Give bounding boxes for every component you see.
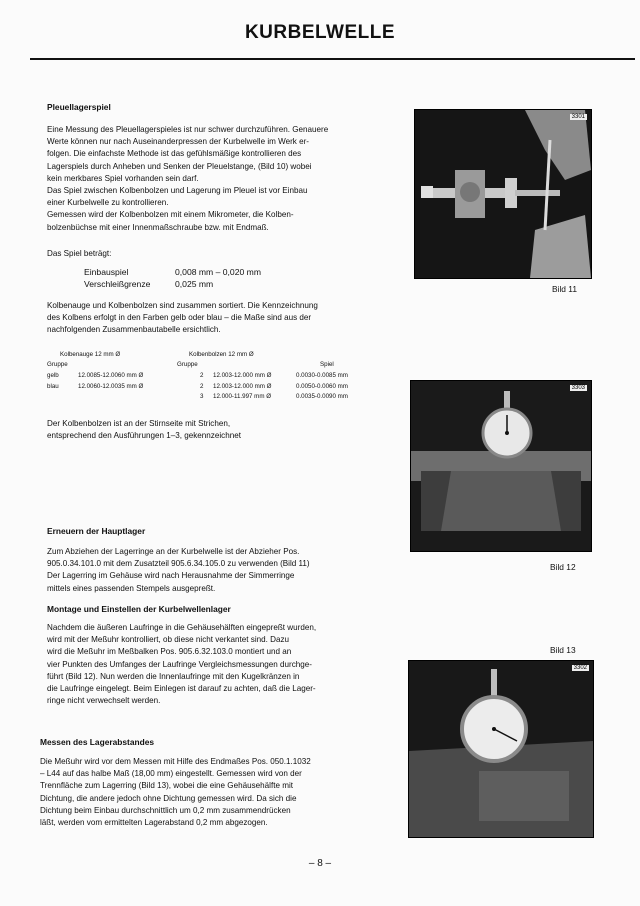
text-line: mittels eines passenden Stempels ausgepreßt. bbox=[47, 583, 216, 593]
text-line: Der Kolbenbolzen ist an der Stirnseite mit Strichen, bbox=[47, 419, 231, 428]
table-cell-bolzen: 12.003-12.000 mm Ø bbox=[213, 383, 272, 390]
table-cell-auge: 12.0085-12.0060 mm Ø bbox=[78, 372, 144, 379]
table-cell-gruppe: 2 bbox=[200, 383, 204, 390]
spec-value-verschleissgrenze: 0,025 mm bbox=[175, 279, 214, 289]
dial-gauge-illustration bbox=[411, 381, 591, 551]
text-line: einer Kurbelwelle zu kontrollieren. bbox=[47, 198, 169, 208]
paragraph-montage bbox=[47, 622, 316, 707]
section-heading-lagerabstand: Messen des Lagerabstandes bbox=[40, 737, 155, 747]
figure-tag: 3301 bbox=[571, 114, 585, 120]
table-header-spiel: Spiel bbox=[320, 361, 334, 368]
page-number: – 8 – bbox=[308, 858, 332, 869]
text-line: Dichtung beim Einbau durchschnittlich um 0,2 mm zusammendrücken bbox=[40, 805, 291, 815]
text-line: wird die Meßuhr im Meßbalken Pos. 905.6.32.103.0 montiert und an bbox=[47, 647, 292, 657]
table-cell-spiel: 0.0035-0.0090 mm bbox=[296, 393, 348, 400]
table-cell-gruppe: 2 bbox=[200, 372, 204, 379]
table-cell-auge: 12.0060-12.0035 mm Ø bbox=[78, 383, 144, 390]
text-line: Werte können nur nach Auseinanderpressen der Kurbelwelle im Werk er- bbox=[47, 137, 309, 147]
page-title: KURBELWELLE bbox=[244, 22, 396, 43]
paragraph-kennzeichnung bbox=[47, 418, 241, 442]
figure-tag: 3303 bbox=[571, 385, 585, 391]
spiel-intro: Das Spiel beträgt: bbox=[47, 249, 112, 258]
table-cell-bolzen: 12.000-11.997 mm Ø bbox=[213, 393, 272, 400]
table-header-gruppe: Gruppe bbox=[177, 361, 198, 368]
text-line: entsprechend den Ausführungen 1–3, gekennzeichnet bbox=[47, 431, 241, 441]
text-line: Zum Abziehen der Lagerringe an der Kurbelwelle ist der Abzieher Pos. bbox=[47, 547, 300, 556]
text-line: ringe nicht verwechselt werden. bbox=[47, 696, 161, 706]
figure-caption: Bild 12 bbox=[550, 562, 576, 572]
text-line: Trennfläche zum Lagerring (Bild 13), wobei die eine Gehäusehälfte mit bbox=[40, 781, 293, 791]
table-cell-gruppe: 3 bbox=[200, 393, 204, 400]
table-cell-spiel: 0.0050-0.0060 mm bbox=[296, 383, 348, 390]
text-line: Kolbenauge und Kolbenbolzen sind zusammen sortiert. Die Kennzeichnung bbox=[47, 301, 318, 310]
table-header-kolbenauge: Kolbenauge 12 mm Ø bbox=[60, 351, 121, 358]
table-header-gruppe: Gruppe bbox=[47, 361, 68, 368]
text-line: Gemessen wird der Kolbenbolzen mit einem Mikrometer, die Kolben- bbox=[47, 210, 294, 220]
table-cell-color: blau bbox=[47, 383, 59, 390]
text-line: bolzenbüchse mit einer Innenmaßschraube bzw. mit Endmaß. bbox=[47, 222, 269, 232]
text-line: Der Lagerring im Gehäuse wird nach Herausnahme der Simmerringe bbox=[47, 571, 295, 581]
paragraph-sortierung bbox=[47, 300, 318, 337]
figure-bild-12 bbox=[410, 380, 592, 552]
figure-caption: Bild 11 bbox=[552, 284, 577, 294]
text-line: wird mit der Meßuhr kontrolliert, ob diese nicht verkantet sind. Dazu bbox=[47, 635, 290, 645]
text-line: – L44 auf das halbe Maß (18,00 mm) eingestellt. Gemessen wird von der bbox=[40, 769, 302, 779]
table-cell-bolzen: 12.003-12.000 mm Ø bbox=[213, 372, 272, 379]
figure-caption: Bild 13 bbox=[550, 645, 576, 655]
section-heading-hauptlager: Erneuern der Hauptlager bbox=[47, 526, 146, 536]
text-line: kein merkbares Spiel vorhanden sein darf. bbox=[47, 173, 199, 183]
spec-value-einbauspiel: 0,008 mm – 0,020 mm bbox=[175, 267, 261, 277]
bearing-distance-illustration bbox=[409, 661, 593, 837]
text-line: Lagerspiels durch Anheben und Senken der Pleuelstange, (Bild 10) wobei bbox=[47, 161, 312, 171]
text-line: vier Punkten des Umfanges der Laufringe Vergleichsmessungen durchge- bbox=[47, 659, 312, 669]
text-line: die Laufringe eingelegt. Beim Einlegen ist darauf zu achten, daß die Lager- bbox=[47, 684, 316, 694]
text-line: führt (Bild 12). Nun werden die Innenlaufringe mit den Kugelkränzen in bbox=[47, 671, 300, 681]
text-line: Nachdem die äußeren Laufringe in die Gehäusehälften eingepreßt wurden, bbox=[47, 623, 317, 632]
paragraph-lagerabstand bbox=[40, 756, 311, 829]
text-line: läßt, werden vom ermittelten Lagerabstand 0,2 mm abgezogen. bbox=[40, 818, 268, 828]
text-line: des Kolbens erfolgt in den Farben gelb oder blau – die Maße sind aus der bbox=[47, 313, 312, 323]
paragraph-pleuellagerspiel bbox=[47, 124, 328, 234]
section-heading-montage: Montage und Einstellen der Kurbelwellenlager bbox=[47, 604, 231, 614]
paragraph-hauptlager bbox=[47, 546, 310, 595]
text-line: Eine Messung des Pleuellagerspieles ist nur schwer durchzuführen. Genauere bbox=[47, 125, 329, 134]
section-heading-pleuellagerspiel: Pleuellagerspiel bbox=[47, 102, 111, 112]
text-line: Die Meßuhr wird vor dem Messen mit Hilfe des Endmaßes Pos. 050.1.1032 bbox=[40, 757, 311, 766]
table-cell-color: gelb bbox=[47, 372, 59, 379]
text-line: Das Spiel zwischen Kolbenbolzen und Lagerung im Pleuel ist vor Einbau bbox=[47, 186, 308, 196]
table-cell-spiel: 0.0030-0.0085 mm bbox=[296, 372, 348, 379]
table-header-kolbenbolzen: Kolbenbolzen 12 mm Ø bbox=[189, 351, 254, 358]
spec-label-einbauspiel: Einbauspiel bbox=[84, 267, 129, 277]
text-line: Dichtung, die andere jedoch ohne Dichtung gemessen wird. Da sich die bbox=[40, 793, 297, 803]
text-line: folgen. Die einfachste Methode ist das gefühlsmäßige kontrollieren des bbox=[47, 149, 302, 159]
text-line: 905.0.34.101.0 mit dem Zusatzteil 905.6.34.105.0 zu verwenden (Bild 11) bbox=[47, 559, 310, 569]
figure-bild-11 bbox=[414, 109, 592, 279]
crankshaft-puller-illustration bbox=[415, 110, 591, 278]
text-line: nachfolgenden Zusammenbautabelle ersichtlich. bbox=[47, 325, 221, 335]
figure-tag: 3302 bbox=[573, 665, 587, 671]
spec-label-verschleissgrenze: Verschleißgrenze bbox=[84, 279, 151, 289]
header-rule bbox=[30, 58, 635, 60]
figure-bild-13 bbox=[408, 660, 594, 838]
